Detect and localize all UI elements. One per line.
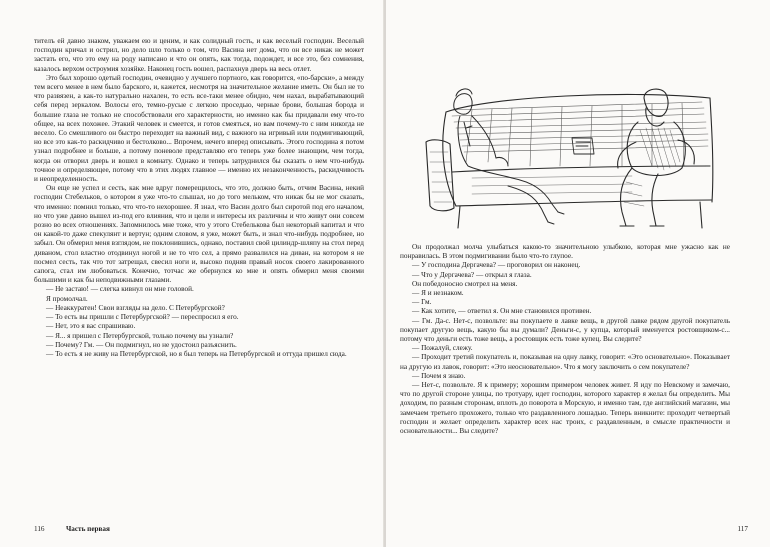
paragraph: Я промолчал. [46,294,88,303]
page-number: 116 [34,525,45,533]
paragraph: — Как хотите, — ответил я. Он мне становился противен. [412,307,592,316]
right-text-column [400,243,730,436]
paragraph: Он победоносно смотрел на меня. [412,279,518,288]
left-page [0,0,384,547]
paragraph: Это был хорошо одетый господин, очевидно у лучшего портного, как говорится, «по-барски», а между тем всего менее в нем было барского, и, кажется, несмотря на значительное желание иметь. Он был не то что развязен, а как-то натурально нахален, то есть все-таки менее обидно, чем нахал, вырабатывающий себя перед зеркалом. Волосы его, темно-русые с легкою проседью, черные брови, большая борода и большие глаза не только не способствовали его характерности, но именно как бы придавали ему что-то общее, на всех похожее. Этакий человек и смеется, и готов смеяться, но вам почему-то с ним никогда не весело. Со смешливого он быстро переходит на важный вид, с важного на игривый или подмигивающий, но все это как-то раскидчиво и бестолково... Впрочем, нечего вперед описывать. Этого господина я потом узнал подробнее и больше, а потому поневоле представляю его теперь уже более знающим, чем тогда, когда он отворил дверь и вошел в комнату. Однако и теперь затруднился бы сказать о нем что-нибудь точное и определяющее, потому что в этих людях главное — именно их незаконченность, раскидчивость и неопределенность. [34,73,364,184]
paragraph: тителъ ей давно знаком, уважаем ею и ценим, и как солидный гость, и как веселый господин. Веселый господин кричал и острил, но дело шло только о том, что Васина нет дома, что он все никак не может застать его, что это ему на роду написано и что он опять, как тогда, подождет, и все это, без сомнения, казалось верхом остроумия хозяйке. Наконец гость вошел, распахнув дверь на весь отлет. [34,37,364,73]
paragraph: — Я и незнаком. [412,289,464,298]
paragraph: Он продолжал молча улыбаться какою-то значительною улыбкою, которая мне ужасно как не понравилась. В этом подмигивании было что-то глупое. [400,243,730,261]
paragraph: — Почему? Гм. — Он подмигнул, но не удостоил разъяснить. [46,340,237,349]
paragraph: — Нет, это я вас спрашиваю. [46,322,136,331]
paragraph: — Почем я знаю. [412,371,466,380]
right-page [386,0,770,547]
paragraph: — Гм. [412,298,432,307]
paragraph: — Что у Дергачева? — открыл я глаза. [412,270,532,279]
paragraph: — Я... я пришел с Петербургской, только почему вы узнали? [46,331,234,340]
paragraph: — Нет-с, позвольте. Я к примеру; хорошим примером человек живет. Я иду по Невскому и замечаю, что по другой стороне улицы, по тротуару, идет господин, которого характер я желал бы определить. Мы доходим, по разным сторонам, вплоть до поворота в Морскую, и именно там, где английский магазин, мы замечаем третьего прохожего, только что раздавленного лошадью. Теперь вникните: проходит четвертый господин и желает определить характер всех нас троих, с раздавленным, в смысле практичности и основательности... Вы следите? [400,381,730,436]
paragraph: — То есть вы пришли с Петербургской? — переспросил я его. [46,313,239,322]
sketch-illustration [412,82,720,232]
left-text-column [34,37,364,359]
paragraph: — То есть я не живу на Петербургской, но я был теперь на Петербургской и оттуда пришел сюда. [46,349,347,358]
paragraph: — У господина Дергачева? — проговорил он наконец. [412,261,581,270]
paragraph: — Неаккуратен! Свои взгляды на дело. С Петербургской? [46,303,225,312]
paragraph: — Гм. Да-с. Нет-с, позвольте: вы покупаете в лавке вещь, в другой лавке рядом другой покупатель покупает другую вещь, какую бы вы думали? Деньги-с, у купца, который именуется ростовщиком-с... потому что деньги есть тоже вещь, а ростовщик есть тоже купец. Вы следите? [400,316,730,344]
paragraph: — Не застаю! — слегка кивнул он мне головой. [46,285,194,294]
paragraph: Он еще не успел и сесть, как мне вдруг померещилось, что это, должно быть, отчим Васина, некий господин Стебельков, о котором я уже что-то слышал, но до того мельком, что никак бы не мог сказать, что именно: помнил только, что что-то нехорошее. Я знал, что Васин долго был сиротой под его началом, но что уже давно вышел из-под его влияния, что и цели и интересы их различны и что живут они совсем розно во всех отношениях. Запомнилось мне тоже, что у этого Стебелькова был некоторый капитал и что он какой-то даже спекулянт и вертун; одним словом, я уже, может быть, и знал что-нибудь подробнее, но забыл. Он обмерил меня взглядом, не поклонившись, однако, поставил свой цилиндр-шляпу на стол перед диваном, стол властно отодвинул ногой и не то что сел, а прямо развалился на диван, на котором я не посмел сесть, так что тот затрещал, свесил ноги и, высоко подняв правый носок своего лакированного сапога, стал им любоваться. Конечно, тотчас же обернулся ко мне и опять обмерил меня своими большими и как бы неподвижными глазами. [34,184,364,285]
page-number: 117 [737,525,748,533]
paragraph: — Проходит третий покупатель и, показывая на одну лавку, говорит: «Это основательно». Показывает на другую из лавок, говорит: «Это неосновательно». Что я могу заключить о сем покупателе? [400,353,730,371]
paragraph: — Пожалуй, слежу. [412,344,473,353]
running-head: Часть первая [66,525,110,533]
